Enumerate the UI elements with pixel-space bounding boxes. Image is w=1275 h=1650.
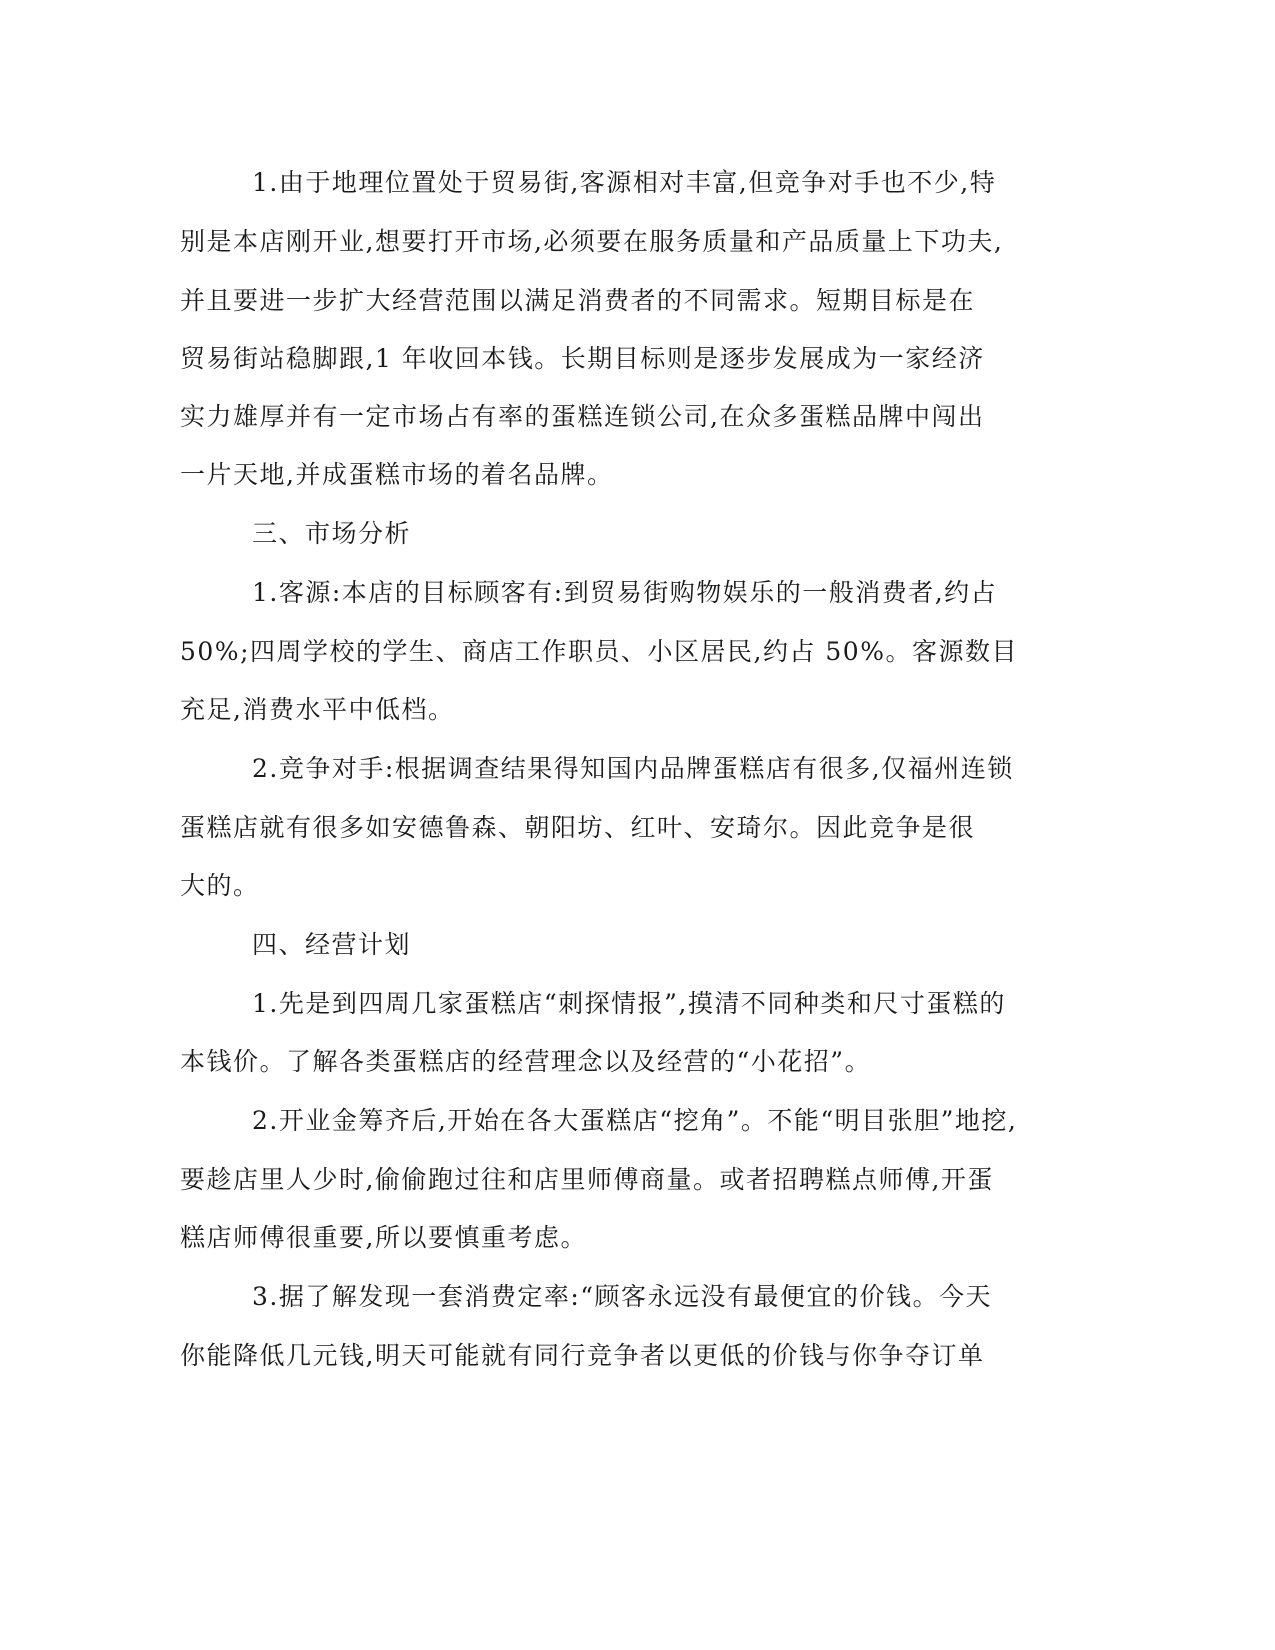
paragraph-line: 要趁店里人少时,偷偷跑过往和店里师傅商量。或者招聘糕点师傅,开蛋: [180, 1165, 994, 1194]
paragraph-line: 别是本店刚开业,想要打开市场,必须要在服务质量和产品质量上下功夫,: [180, 227, 1004, 256]
paragraph-line: 大的。: [180, 871, 260, 900]
paragraph-line: 1.客源:本店的目标顾客有:到贸易街购物娱乐的一般消费者,约占: [252, 578, 998, 607]
paragraph-line: 1.先是到四周几家蛋糕店“刺探情报”,摸清不同种类和尺寸蛋糕的: [252, 989, 1006, 1018]
paragraph-line: 3.据了解发现一套消费定率:“顾客永远没有最便宜的价钱。今天: [252, 1282, 993, 1311]
paragraph-line: 你能降低几元钱,明天可能就有同行竞争者以更低的价钱与你争夺订单: [180, 1341, 985, 1370]
paragraph-line: 本钱价。了解各类蛋糕店的经营理念以及经营的“小花招”。: [180, 1047, 872, 1076]
paragraph-line: 蛋糕店就有很多如安德鲁森、朝阳坊、红叶、安琦尔。因此竞争是很: [180, 813, 976, 842]
paragraph-line: 一片天地,并成蛋糕市场的着名品牌。: [180, 460, 614, 489]
paragraph-line: 充足,消费水平中低档。: [180, 695, 455, 724]
paragraph-line: 2.竞争对手:根据调查结果得知国内品牌蛋糕店有很多,仅福州连锁: [252, 754, 1014, 783]
section-heading: 四、经营计划: [252, 930, 412, 959]
paragraph-line: 50%;四周学校的学生、商店工作职员、小区居民,约占 50%。客源数目: [180, 637, 1018, 666]
paragraph-line: 糕店师傅很重要,所以要慎重考虑。: [180, 1223, 587, 1252]
paragraph-line: 并且要进一步扩大经营范围以满足消费者的不同需求。短期目标是在: [180, 286, 976, 315]
paragraph-line: 实力雄厚并有一定市场占有率的蛋糕连锁公司,在众多蛋糕品牌中闯出: [180, 402, 985, 431]
paragraph-line: 2.开业金筹齐后,开始在各大蛋糕店“挖角”。不能“明目张胆”地挖,: [252, 1106, 1018, 1135]
paragraph-line: 贸易街站稳脚跟,1 年收回本钱。长期目标则是逐步发展成为一家经济: [180, 344, 985, 373]
paragraph-line: 1.由于地理位置处于贸易街,客源相对丰富,但竞争对手也不少,特: [252, 168, 997, 197]
section-heading: 三、市场分析: [252, 519, 412, 548]
